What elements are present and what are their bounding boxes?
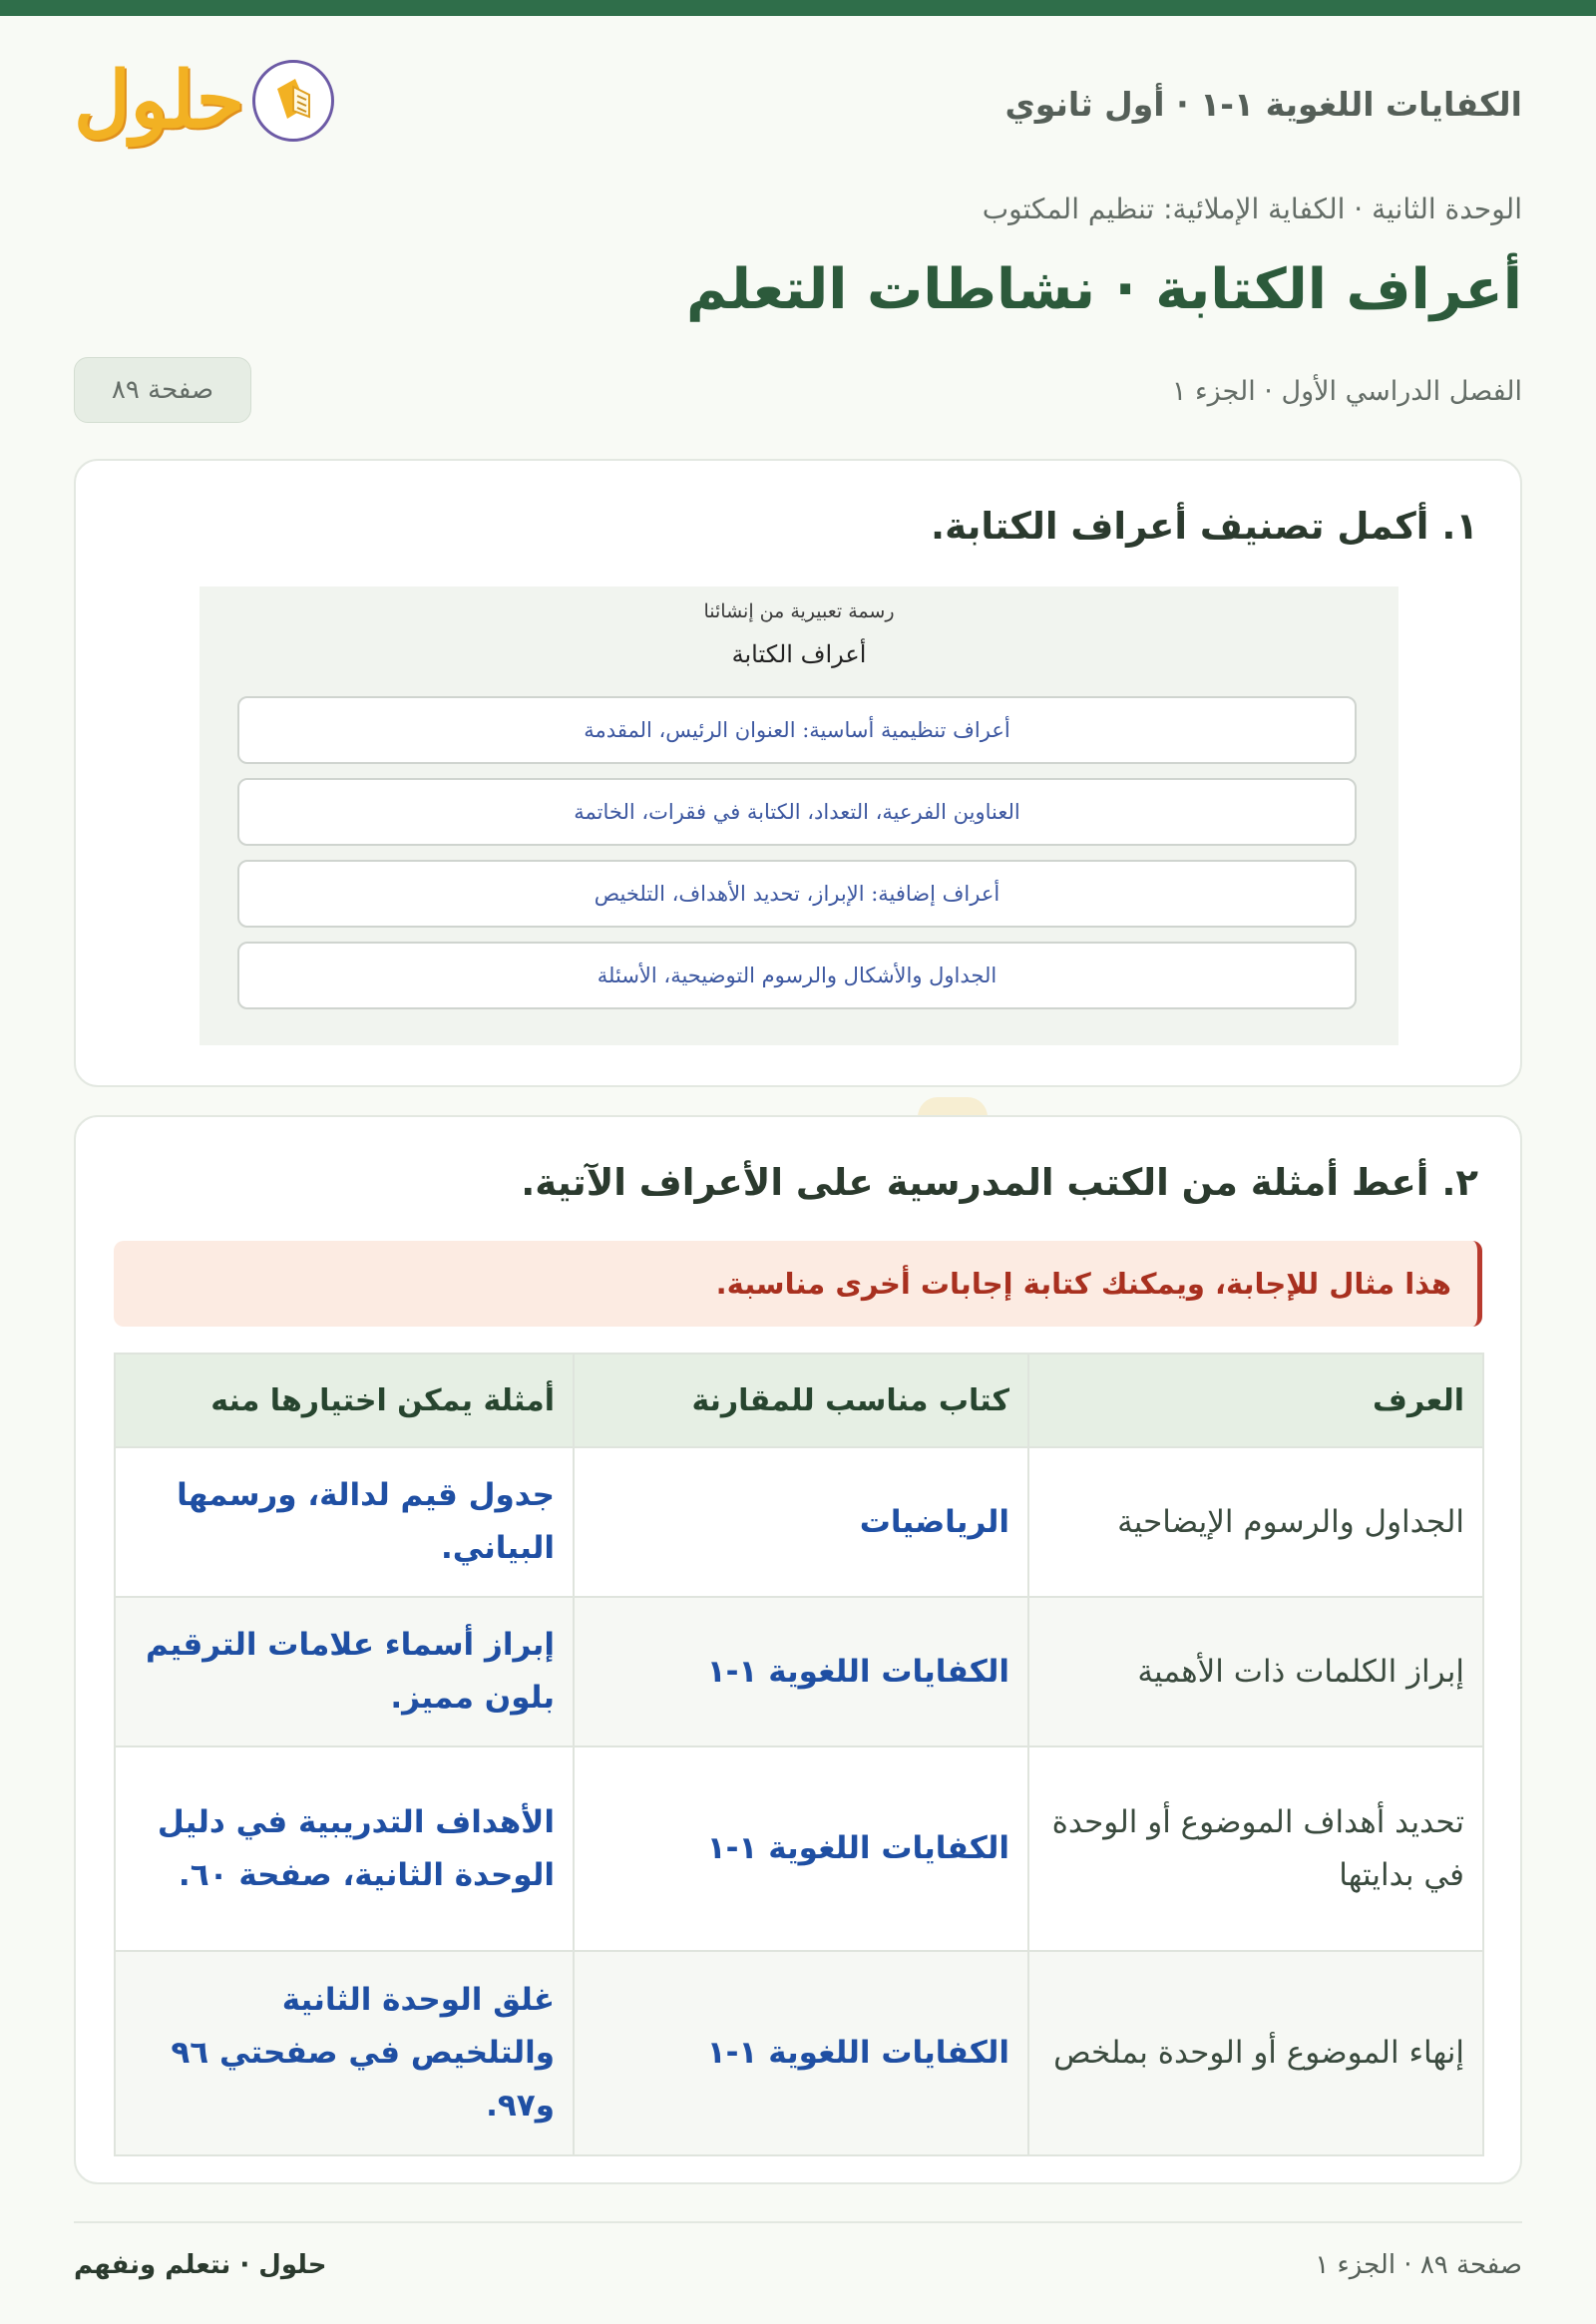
book-title: الكفايات اللغوية ١-١ · أول ثانوي [1004,85,1522,124]
column-header: أمثلة يمكن اختيارها منه [115,1354,574,1447]
diagram-item: العناوين الفرعية، التعداد، الكتابة في فقرات، الخاتمة [237,778,1357,846]
question-2-card [74,1115,1522,2184]
diagram-title: أعراف الكتابة [731,640,867,668]
table-header-row [115,1354,1483,1447]
writing-conventions-diagram [200,586,1398,1045]
example-cell: غلق الوحدة الثانية والتلخيص في صفحتي ٩٦ و٩٧. [115,1951,574,2155]
convention-cell: تحديد أهداف الموضوع أو الوحدة في بدايتها [1028,1746,1483,1951]
convention-cell: الجداول والرسوم الإيضاحية [1028,1447,1483,1597]
table-row [115,1951,1483,2155]
question-1-title: ١. أكمل تصنيف أعراف الكتابة. [931,505,1478,548]
example-cell: جدول قيم لدالة، ورسمها البياني. [115,1447,574,1597]
answer-note: هذا مثال للإجابة، ويمكنك كتابة إجابات أخرى مناسبة. [114,1241,1482,1327]
column-header: كتاب مناسب للمقارنة [574,1354,1028,1447]
example-cell: الأهداف التدريبية في دليل الوحدة الثانية، صفحة ٦٠. [115,1746,574,1951]
question-1-card [74,459,1522,1087]
example-cell: إبراز أسماء علامات الترقيم بلون مميز. [115,1597,574,1746]
logo-book-icon [252,60,334,142]
column-header: العرف [1028,1354,1483,1447]
diagram-item: أعراف إضافية: الإبراز، تحديد الأهداف، التلخيص [237,860,1357,928]
convention-cell: إنهاء الموضوع أو الوحدة بملخص [1028,1951,1483,2155]
diagram-item: أعراف تنظيمية أساسية: العنوان الرئيس، المقدمة [237,696,1357,764]
book-cell: الرياضيات [574,1447,1028,1597]
diagram-item: الجداول والأشكال والرسوم التوضيحية، الأسئلة [237,942,1357,1009]
footer-slogan: حلول · نتعلم ونفهم [74,2250,327,2280]
page-number-badge: صفحة ٨٩ [74,357,251,423]
table-row [115,1746,1483,1951]
page-title: أعراف الكتابة · نشاطات التعلم [685,257,1522,322]
table-row [115,1447,1483,1597]
question-2-title: ٢. أعط أمثلة من الكتب المدرسية على الأعراف الآتية. [521,1161,1478,1204]
examples-table [114,1353,1484,2156]
page-header [74,55,1522,160]
breadcrumb: الوحدة الثانية · الكفاية الإملائية: تنظيم المكتوب [982,193,1522,225]
convention-cell: إبراز الكلمات ذات الأهمية [1028,1597,1483,1746]
table-row [115,1597,1483,1746]
book-cell: الكفايات اللغوية ١-١ [574,1951,1028,2155]
footer-divider [74,2221,1522,2223]
book-cell: الكفايات اللغوية ١-١ [574,1746,1028,1951]
logo-wordmark: حلول [74,55,245,146]
brand-logo[interactable] [74,55,334,146]
diagram-caption: رسمة تعبيرية من إنشائنا [703,600,895,622]
footer-page-info: صفحة ٨٩ · الجزء ١ [1315,2250,1522,2280]
top-accent-bar [0,0,1596,16]
term-meta: الفصل الدراسي الأول · الجزء ١ [1171,376,1522,407]
book-cell: الكفايات اللغوية ١-١ [574,1597,1028,1746]
